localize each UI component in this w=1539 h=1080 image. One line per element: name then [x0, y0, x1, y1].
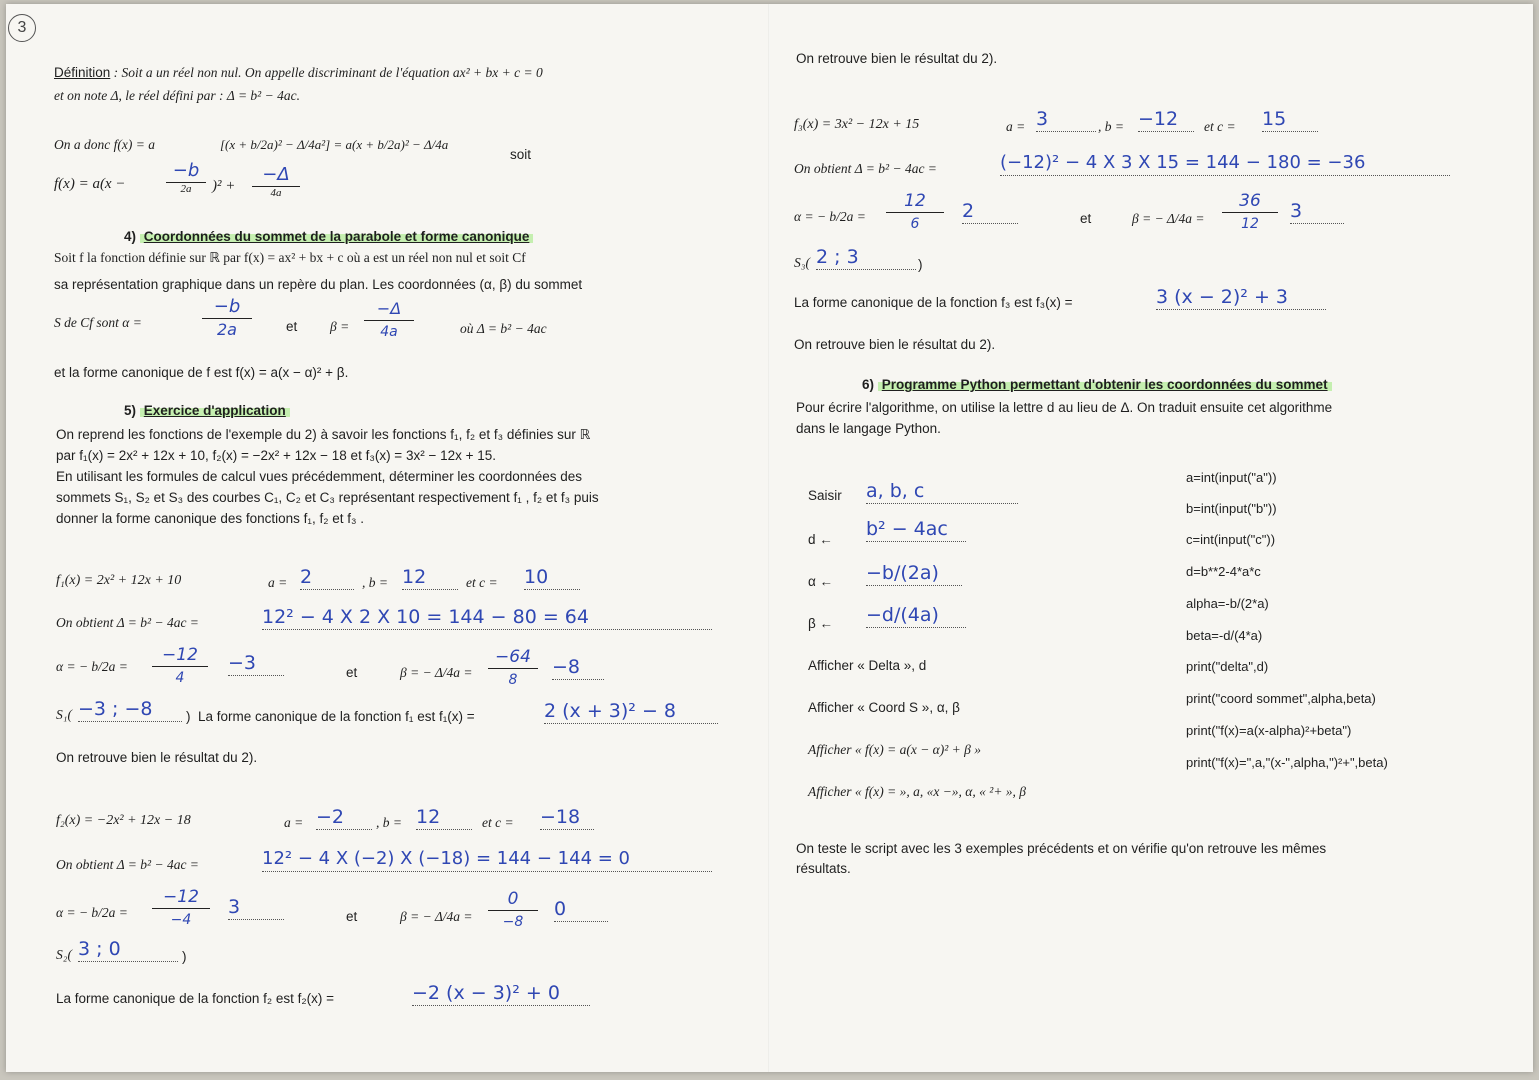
- section-4-beta: β =: [330, 319, 350, 334]
- f1-alpha-label: α = − b/2a =: [56, 659, 128, 674]
- section-6-title: Programme Python permettant d'obtenir les coordonnées du sommet: [878, 377, 1332, 392]
- f3-c-answer: 15: [1262, 108, 1318, 132]
- f1-b-answer: 12: [402, 566, 458, 590]
- python-line-6: beta=-d/(4*a): [1186, 628, 1263, 643]
- f3-beta-num: 36: [1239, 191, 1261, 211]
- python-line-10: print("f(x)=",a,"(x-",alpha,")²+",beta): [1186, 755, 1388, 770]
- f2-alpha-label: α = − b/2a =: [56, 905, 128, 920]
- algo-print-formula: Afficher « f(x) = a(x − α)² + β »: [808, 742, 982, 757]
- canon-frac-b: −b 2a: [166, 160, 206, 195]
- algo-label-alpha: α ←: [808, 574, 834, 589]
- f2-c-label: et c =: [482, 815, 514, 830]
- definition-label: Définition: [54, 65, 111, 80]
- f1-beta-den: 8: [508, 672, 518, 688]
- f1-a-answer: 2: [300, 566, 354, 590]
- python-line-2: b=int(input("b")): [1186, 501, 1277, 516]
- f3-alpha-answer: 2: [962, 200, 1018, 224]
- page-fold: [768, 4, 770, 1072]
- f2-c-answer: −18: [540, 806, 594, 830]
- f1-c-label: et c =: [466, 575, 498, 590]
- f3-definition: f₃(x) = 3x² − 12x + 15: [794, 117, 920, 132]
- f3-beta-frac: [1222, 190, 1278, 235]
- page-number: 3: [8, 14, 36, 42]
- section-6-line-1: Pour écrire l'algorithme, on utilise la lettre d au lieu de Δ. On traduit ensuite cet algorithme: [796, 400, 1333, 415]
- f3-et: et: [1080, 211, 1092, 226]
- f1-definition: f₁(x) = 2x² + 12x + 10: [56, 573, 182, 588]
- section-4-line-1: Soit f la fonction définie sur ℝ par f(x) = ax² + bx + c où a est un réel non nul et soit Cf: [54, 250, 526, 265]
- f3-delta-label: On obtient Δ = b² − 4ac =: [794, 161, 937, 176]
- algo-label-d: d ←: [808, 532, 833, 547]
- worksheet-page: [6, 4, 1533, 1072]
- f1-beta-label: β = − Δ/4a =: [400, 665, 473, 680]
- f3-beta-answer: 3: [1290, 200, 1344, 224]
- python-line-1: a=int(input("a")): [1186, 470, 1277, 485]
- section-4-delta-def: où Δ = b² − 4ac: [460, 321, 547, 336]
- f1-alpha-den: 4: [175, 670, 185, 686]
- f1-a-label: a =: [268, 575, 288, 590]
- algo-hw-saisir: a, b, c: [866, 480, 1018, 504]
- f3-s-answer: 2 ; 3: [816, 246, 916, 270]
- section-4-line-2: sa représentation graphique dans un repère du plan. Les coordonnées (α, β) du sommet: [54, 277, 583, 292]
- canon-line-2: f(x) = a(x −: [54, 176, 126, 192]
- f3-retrouve: On retrouve bien le résultat du 2).: [794, 337, 996, 352]
- canon-line-1-end: soit: [510, 147, 532, 162]
- definition-line-2: et on note Δ, le réel défini par : Δ = b² − 4ac.: [54, 88, 300, 103]
- section-5-title: Exercice d'application: [140, 403, 290, 418]
- f3-c-label: et c =: [1204, 119, 1236, 134]
- f2-delta-label: On obtient Δ = b² − 4ac =: [56, 857, 199, 872]
- f3-beta-label: β = − Δ/4a =: [1132, 211, 1205, 226]
- section-4-number: 4): [124, 229, 137, 244]
- f2-alpha-frac: [152, 886, 210, 931]
- f3-delta-answer: (−12)² − 4 X 3 X 15 = 144 − 180 = −36: [1000, 152, 1450, 176]
- python-line-3: c=int(input("c")): [1186, 532, 1276, 547]
- section-4-line-3: S de Cf sont α =: [54, 315, 142, 330]
- section-6-heading: [862, 376, 1332, 393]
- f2-s-close: ): [182, 949, 187, 964]
- alpha-formula-frac: [202, 296, 252, 341]
- f2-beta-frac: [488, 888, 538, 933]
- algo-print-delta: Afficher « Delta », d: [808, 658, 927, 673]
- f3-a-answer: 3: [1036, 108, 1096, 132]
- f1-forme-answer: 2 (x + 3)² − 8: [544, 700, 718, 724]
- f1-delta-answer: 12² − 4 X 2 X 10 = 144 − 80 = 64: [262, 606, 712, 630]
- f2-et: et: [346, 909, 358, 924]
- f2-beta-answer: 0: [554, 898, 608, 922]
- f2-beta-den: −8: [502, 914, 524, 930]
- f3-a-label: a =: [1006, 119, 1026, 134]
- f1-delta-label: On obtient Δ = b² − 4ac =: [56, 615, 199, 630]
- f1-et: et: [346, 665, 358, 680]
- f3-alpha-label: α = − b/2a =: [794, 209, 866, 224]
- f1-c-answer: 10: [524, 566, 580, 590]
- beta-hw-den: 4a: [380, 324, 398, 340]
- section-4-line-4: et la forme canonique de f est f(x) = a(x − α)² + β.: [54, 365, 349, 380]
- canon-plus: )² +: [212, 178, 236, 194]
- python-line-9: print("f(x)=a(x-alpha)²+beta"): [1186, 723, 1352, 738]
- alpha-hw-den: 2a: [217, 320, 237, 339]
- algo-label-saisir: Saisir: [808, 488, 842, 503]
- section-5-line-1: On reprend les fonctions de l'exemple du 2) à savoir les fonctions f₁, f₂ et f₃ définies sur ℝ: [56, 427, 591, 442]
- f2-forme-answer: −2 (x − 3)² + 0: [412, 982, 590, 1006]
- conclusion-line-2: résultats.: [796, 861, 851, 876]
- section-4-heading: [124, 228, 533, 245]
- f2-forme-label: La forme canonique de la fonction f₂ est f₂(x) =: [56, 991, 335, 1006]
- section-4-et: et: [286, 319, 298, 334]
- f1-b-label: , b =: [362, 575, 388, 590]
- retrouve-top: On retrouve bien le résultat du 2).: [796, 51, 998, 66]
- f2-definition: f₂(x) = −2x² + 12x − 18: [56, 813, 191, 828]
- algo-hw-d: b² − 4ac: [866, 518, 966, 542]
- f2-alpha-num: −12: [163, 887, 199, 907]
- f2-s-label: S₂(: [56, 947, 72, 962]
- section-5-heading: [124, 402, 290, 419]
- f1-beta-frac: [488, 646, 538, 691]
- f2-beta-num: 0: [507, 889, 519, 909]
- conclusion-line-1: On teste le script avec les 3 exemples précédents et on vérifie qu'on retrouve les mêmes: [796, 841, 1327, 856]
- f2-alpha-answer: 3: [228, 896, 284, 920]
- f3-alpha-den: 6: [910, 216, 920, 232]
- canon-line-1-bracket: [(x + b/2a)² − Δ/4a²] = a(x + b/2a)² − Δ/4a: [220, 137, 449, 152]
- section-5-number: 5): [124, 403, 137, 418]
- f1-beta-num: −64: [495, 647, 531, 667]
- f1-alpha-frac: [152, 644, 208, 689]
- algo-print-coord: Afficher « Coord S », α, β: [808, 700, 960, 715]
- python-line-8: print("coord sommet",alpha,beta): [1186, 691, 1376, 706]
- f1-s-answer: −3 ; −8: [78, 698, 182, 722]
- definition-text: : Soit a un réel non nul. On appelle discriminant de l'équation ax² + bx + c = 0: [110, 65, 543, 80]
- canon-line-1-start: On a donc f(x) = a: [54, 137, 155, 152]
- f3-forme-label: La forme canonique de la fonction f₃ est f₃(x) =: [794, 295, 1073, 310]
- f2-alpha-den: −4: [170, 912, 192, 928]
- section-6-number: 6): [862, 377, 875, 392]
- f1-s-label: S₁(: [56, 707, 72, 722]
- algo-hw-beta: −d/(4a): [866, 604, 966, 628]
- python-line-7: print("delta",d): [1186, 659, 1269, 674]
- f3-alpha-frac: [886, 190, 944, 235]
- python-line-4: d=b**2-4*a*c: [1186, 564, 1261, 579]
- f2-b-answer: 12: [416, 806, 472, 830]
- algo-hw-alpha: −b/(2a): [866, 562, 962, 586]
- f2-a-label: a =: [284, 815, 304, 830]
- f1-s-close: ): [186, 709, 191, 724]
- algo-print-canonical: Afficher « f(x) = », a, «x −», α, « ²+ », β: [808, 784, 1027, 799]
- f1-beta-answer: −8: [552, 656, 604, 680]
- f2-delta-answer: 12² − 4 X (−2) X (−18) = 144 − 144 = 0: [262, 848, 712, 872]
- canon-frac-delta: −Δ 4a: [252, 164, 300, 199]
- section-6-line-2: dans le langage Python.: [796, 421, 941, 436]
- f3-forme-answer: 3 (x − 2)² + 3: [1156, 286, 1326, 310]
- f3-s-label: S₃(: [794, 255, 810, 270]
- f3-b-label: , b =: [1098, 119, 1124, 134]
- section-5-line-4: sommets S₁, S₂ et S₃ des courbes C₁, C₂ et C₃ représentant respectivement f₁ , f₂ et f₃ puis: [56, 490, 599, 505]
- f1-alpha-num: −12: [162, 645, 198, 665]
- f2-s-answer: 3 ; 0: [78, 938, 178, 962]
- f3-b-answer: −12: [1138, 108, 1194, 132]
- section-4-title: Coordonnées du sommet de la parabole et forme canonique: [140, 229, 534, 244]
- section-5-line-2: par f₁(x) = 2x² + 12x + 10, f₂(x) = −2x² + 12x − 18 et f₃(x) = 3x² − 12x + 15.: [56, 448, 497, 463]
- f3-s-close: ): [918, 257, 923, 272]
- f1-retrouve: On retrouve bien le résultat du 2).: [56, 750, 258, 765]
- f3-alpha-num: 12: [904, 191, 926, 211]
- f2-b-label: , b =: [376, 815, 402, 830]
- f2-a-answer: −2: [316, 806, 372, 830]
- algo-label-beta: β ←: [808, 616, 834, 631]
- canon-hw-minus-delta: −Δ: [262, 164, 290, 185]
- section-5-line-3: En utilisant les formules de calcul vues précédemment, déterminer les coordonnées des: [56, 469, 583, 484]
- f1-alpha-answer: −3: [228, 652, 284, 676]
- beta-hw-num: −Δ: [376, 299, 402, 318]
- alpha-hw-num: −b: [213, 296, 241, 317]
- section-5-line-5: donner la forme canonique des fonctions f₁, f₂ et f₃ .: [56, 511, 364, 526]
- python-line-5: alpha=-b/(2*a): [1186, 596, 1269, 611]
- beta-formula-frac: [364, 298, 414, 343]
- canon-hw-minus-b: −b: [172, 160, 200, 181]
- f1-forme-label: La forme canonique de la fonction f₁ est f₁(x) =: [198, 709, 475, 724]
- definition-line-1: [54, 64, 543, 81]
- f3-beta-den: 12: [1241, 216, 1259, 232]
- f2-beta-label: β = − Δ/4a =: [400, 909, 473, 924]
